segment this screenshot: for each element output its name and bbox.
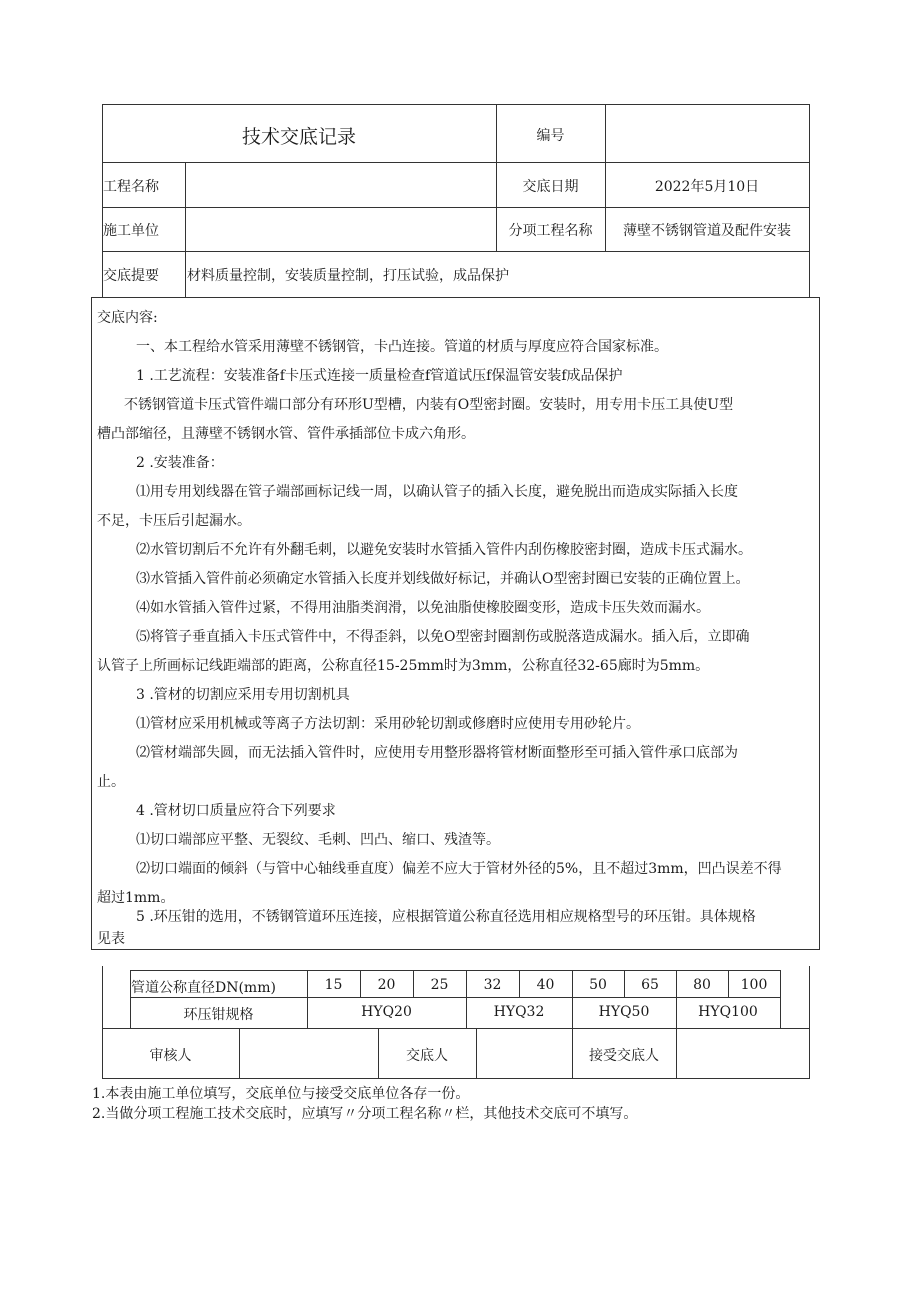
header-table-border	[102, 104, 810, 105]
subproject-label: 分项工程名称	[508, 223, 593, 239]
content-line: ⑴用专用划线器在管子端部画标记线一周，以确认管子的插入长度，避免脱出而造成实际插入长度	[136, 484, 738, 500]
signature-table-border	[476, 1028, 477, 1079]
header-table-border	[185, 162, 186, 297]
content-line: 1 .工艺流程：安装准备f卡压式连接一质量检查f管道试压f保温管安装f成品保护	[136, 368, 623, 384]
dn-value: 80	[693, 977, 711, 993]
content-line: 不足，卡压后引起漏水。	[97, 513, 251, 529]
content-line: 5 .环压钳的选用，不锈钢管道环压连接，应根据管道公称直径选用相应规格型号的环压钳。具体规格	[136, 909, 756, 925]
dn-value: 32	[483, 977, 502, 993]
content-line: ⑵水管切割后不允许有外翻毛刺，以避免安装时水管插入管件内刮伤橡胶密封圈，造成卡压式漏水。	[136, 542, 752, 558]
dn-value: 65	[641, 977, 659, 993]
signature-table-border	[102, 1078, 810, 1079]
spec-table-border	[130, 970, 781, 971]
dn-value: 50	[589, 977, 607, 993]
tool-value: HYQ100	[698, 1004, 758, 1020]
project-name-label: 工程名称	[103, 179, 159, 195]
signature-table-border	[676, 1028, 677, 1079]
header-table-border	[102, 207, 810, 208]
content-line: ⑷如水管插入管件过紧，不得用油脂类润滑，以免油脂使橡胶圈变形，造成卡压失效而漏水。	[136, 600, 710, 616]
content-line: 2 .安装准备：	[136, 455, 224, 471]
spec-table-border	[809, 966, 810, 1079]
footnote: 2.当做分项工程施工技术交底时，应填写〃分项工程名称〃栏，其他技术交底可不填写。	[92, 1106, 638, 1122]
date-value[interactable]: 2022年5月10日	[654, 179, 760, 195]
dn-value: 20	[377, 977, 396, 993]
header-table-border	[809, 104, 810, 297]
construction-unit-label: 施工单位	[103, 223, 159, 239]
content-line: ⑴切口端部应平整、无裂纹、毛刺、凹凸、缩口、残渣等。	[136, 832, 500, 848]
content-heading: 交底内容:	[97, 310, 158, 326]
content-line: 见表	[97, 931, 125, 947]
disclosure-content	[91, 297, 820, 950]
signature-table-border	[239, 1028, 240, 1079]
spec-table-border	[780, 970, 781, 1028]
summary-label: 交底提要	[103, 268, 159, 284]
content-line: 不锈钢管道卡压式管件端口部分有环形U型槽，内装有O型密封圈。安装时，用专用卡压工具使U型	[124, 397, 734, 413]
date-label: 交底日期	[522, 179, 579, 195]
content-line: 一、本工程给水管采用薄壁不锈钢管，卡凸连接。管道的材质与厚度应符合国家标准。	[136, 339, 668, 355]
content-line: 槽凸部缩径，且薄壁不锈钢水管、管件承插部位卡成六角形。	[97, 426, 475, 442]
reviewer-label: 审核人	[149, 1048, 192, 1064]
content-line: 止。	[97, 774, 125, 790]
number-label: 编号	[536, 128, 565, 144]
content-line: 认管子上所画标记线距端部的距离，公称直径15-25mm时为3mm，公称直径32-65廊时为5mm。	[97, 658, 710, 674]
dn-label: 管道公称直径DN(mm)	[131, 980, 276, 996]
content-line: ⑴管材应采用机械或等离子方法切割：采用砂轮切割或修磨时应使用专用砂轮片。	[136, 716, 640, 732]
content-line: ⑵切口端面的倾斜（与管中心轴线垂直度）偏差不应大于管材外径的5%，且不超过3mm，凹凸误差不得	[136, 861, 782, 877]
content-line: 3 .管材的切割应采用专用切割机具	[136, 687, 350, 703]
tool-value: HYQ20	[361, 1004, 412, 1020]
content-line: 4 .管材切口质量应符合下列要求	[136, 803, 336, 819]
tool-label: 环压钳规格	[183, 1007, 254, 1023]
page-title: 技术交底记录	[241, 126, 356, 148]
header-table-border	[102, 162, 810, 163]
discloser-label: 交底人	[406, 1048, 448, 1064]
content-line: 超过1mm。	[97, 890, 175, 906]
tool-value: HYQ50	[598, 1004, 650, 1020]
content-line: ⑶水管插入管件前必须确定水管插入长度并划线做好标记，并确认O型密封圈已安装的正确位置上。	[136, 571, 750, 587]
dn-value: 40	[536, 977, 555, 993]
summary-value[interactable]: 材料质量控制，安装质量控制，打压试验，成品保护	[187, 268, 509, 284]
dn-value: 25	[430, 977, 449, 993]
content-line: ⑵管材端部失圆，而无法插入管件时，应使用专用整形器将管材断面整形至可插入管件承口底部为	[136, 745, 738, 761]
footnote: 1.本表由施工单位填写，交底单位与接受交底单位各存一份。	[92, 1086, 470, 1102]
subproject-value[interactable]: 薄壁不锈钢管道及配件安装	[623, 223, 791, 239]
dn-value: 15	[324, 977, 343, 993]
content-line: ⑸将管子垂直插入卡压式管件中，不得歪斜，以免O型密封圈割伤或脱落造成漏水。插入后，立即确	[136, 629, 750, 645]
spec-table-border	[102, 1028, 810, 1029]
dn-value: 100	[740, 977, 768, 993]
tool-value: HYQ32	[493, 1004, 545, 1020]
spec-table-border	[130, 997, 781, 998]
receiver-label: 接受交底人	[589, 1048, 659, 1064]
header-table-border	[102, 251, 810, 252]
